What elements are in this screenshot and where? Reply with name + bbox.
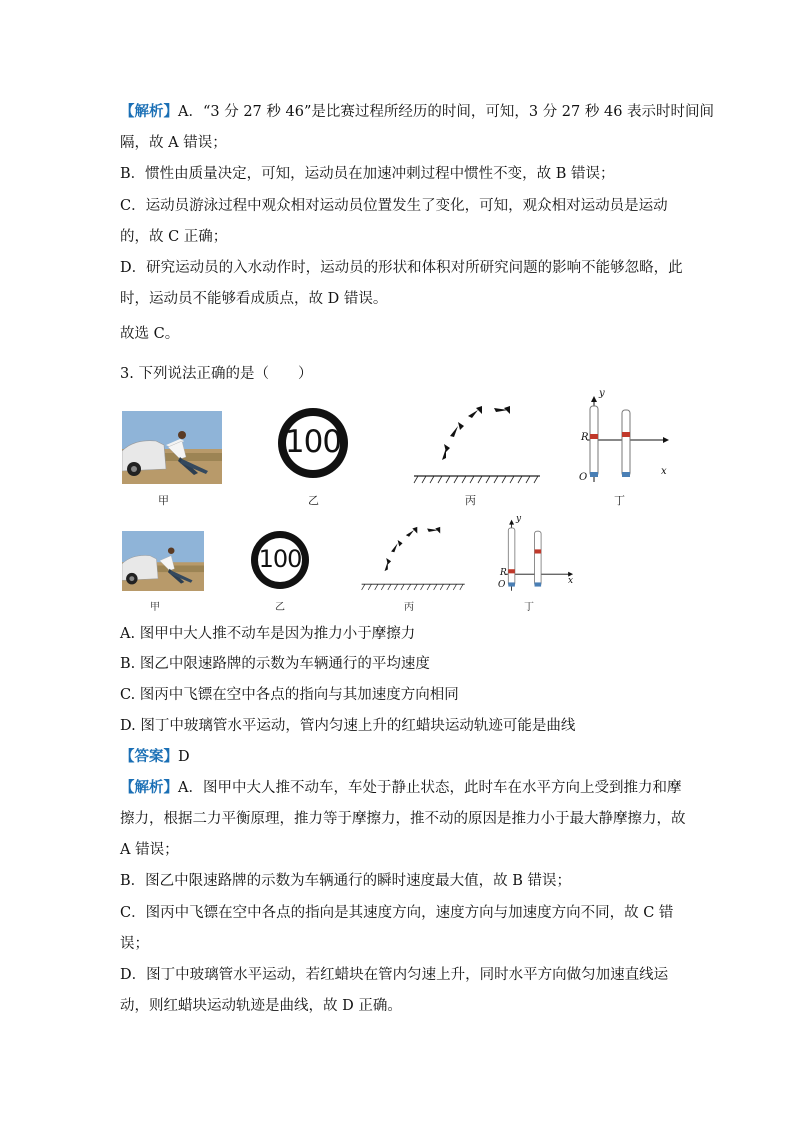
analysis2-line-6: D．图丁中玻璃管水平运动，若红蜡块在管内匀速上升，同时水平方向做匀加速直线运 — [120, 967, 669, 983]
analysis2-line-1: 擦力，根据二力平衡原理，推力等于摩擦力，推不动的原因是推力小于最大静摩擦力，故 — [120, 811, 686, 827]
tube-diagram-1 — [575, 388, 675, 486]
figure-jia-photo-2 — [122, 531, 204, 591]
speed-sign-value-2: 100 — [258, 545, 302, 573]
analysis1-line-5: D．研究运动员的入水动作时，运动员的形状和体积对所研究问题的影响不能够忽略，此 — [120, 260, 683, 276]
caption-jia-2: 甲 — [150, 602, 160, 613]
label-o-2: O — [498, 580, 506, 590]
option-b: B. 图乙中限速路牌的示数为车辆通行的平均速度 — [120, 656, 430, 672]
dart-trajectory-2 — [360, 522, 468, 594]
analysis2-line-0: 【解析】A．图甲中大人推不动车，车处于静止状态，此时车在水平方向上受到推力和摩 — [120, 779, 682, 796]
option-a: A. 图甲中大人推不动车是因为推力小于摩擦力 — [120, 626, 416, 642]
axis-x-label-2: x — [568, 576, 574, 586]
figure-jia-photo — [122, 411, 222, 484]
axis-y-label-2: y — [516, 514, 522, 524]
speed-sign-value-1: 100 — [284, 424, 342, 460]
analysis1-line-1: 隔，故 A 错误； — [120, 135, 227, 151]
question-stem: 3. 下列说法正确的是（ ） — [120, 366, 313, 382]
caption-yi-2: 乙 — [275, 602, 285, 613]
analysis2-line-2: A 错误； — [120, 842, 179, 858]
answer-tag: 【答案】 — [120, 748, 178, 765]
answer-value: D — [178, 749, 190, 765]
caption-bing-2: 丙 — [404, 602, 414, 613]
speed-sign-2 — [250, 530, 310, 590]
axis-x-label-1: x — [661, 466, 667, 477]
caption-ding-2: 丁 — [524, 602, 534, 613]
analysis-tag: 【解析】 — [120, 103, 178, 120]
caption-yi-1: 乙 — [308, 494, 319, 507]
label-o-1: O — [579, 472, 588, 483]
option-d: D. 图丁中玻璃管水平运动，管内匀速上升的红蜡块运动轨迹可能是曲线 — [120, 718, 576, 734]
analysis1-line-0: 【解析】A．“3 分 27 秒 46”是比赛过程所经历的时间，可知，3 分 27 秒 46 表示时时间间 — [120, 103, 715, 120]
analysis2-line-3: B．图乙中限速路牌的示数为车辆通行的瞬时速度最大值，故 B 错误； — [120, 873, 572, 889]
analysis2-line-5: 误； — [120, 936, 149, 952]
dart-trajectory-1 — [412, 400, 544, 488]
caption-ding-1: 丁 — [614, 494, 625, 507]
analysis2-line-7: 动，则红蜡块运动轨迹是曲线，故 D 正确。 — [120, 998, 402, 1014]
analysis1-conclusion: 故选 C。 — [120, 326, 180, 342]
label-r-2: R — [500, 568, 507, 578]
option-c: C. 图丙中飞镖在空中各点的指向与其加速度方向相同 — [120, 687, 459, 703]
answer-line — [120, 747, 190, 767]
analysis1-line-3: C．运动员游泳过程中观众相对运动员位置发生了变化，可知，观众相对运动员是运动 — [120, 198, 668, 214]
caption-bing-1: 丙 — [465, 494, 476, 507]
tube-diagram-2 — [496, 514, 578, 594]
analysis1-line-6: 时，运动员不能够看成质点，故 D 错误。 — [120, 291, 388, 307]
analysis2-line-4: C．图丙中飞镖在空中各点的指向是其速度方向，速度方向与加速度方向不同，故 C 错 — [120, 905, 674, 921]
speed-sign-1 — [276, 406, 350, 480]
label-r-1: R — [581, 432, 589, 443]
analysis1-line-4: 的，故 C 正确； — [120, 229, 228, 245]
analysis1-line-2: B．惯性由质量决定，可知，运动员在加速冲刺过程中惯性不变，故 B 错误； — [120, 166, 615, 182]
axis-y-label-1: y — [599, 388, 605, 399]
caption-jia-1: 甲 — [158, 494, 169, 507]
analysis-tag-2: 【解析】 — [120, 779, 178, 796]
